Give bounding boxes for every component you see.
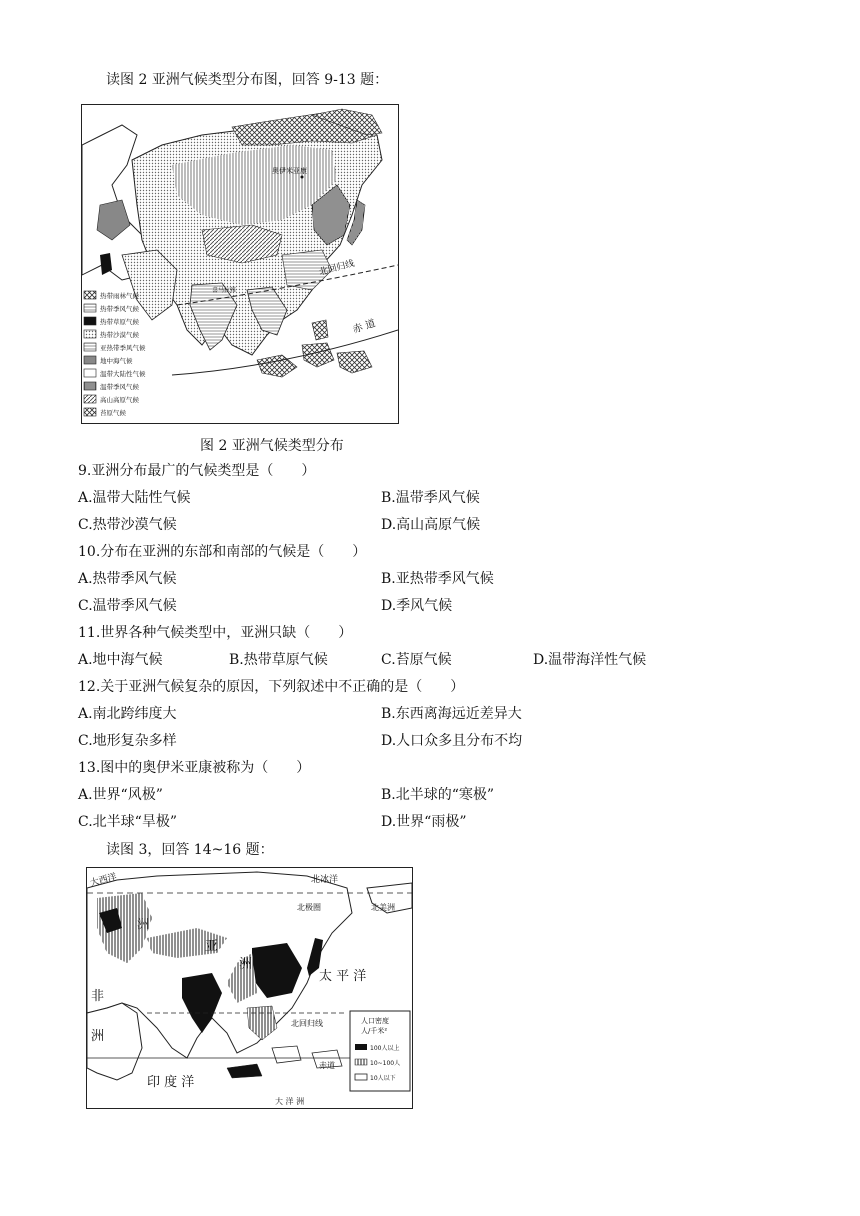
q11-option-c: C.苔原气候 [381, 652, 452, 668]
legend-item: 热带雨林气候 [100, 292, 139, 300]
legend-title: 人口密度 [361, 1017, 389, 1025]
asia-climate-map-svg [82, 105, 398, 423]
legend-item: 苔原气候 [100, 409, 126, 417]
asia-population-map [86, 867, 413, 1109]
q13-option-d: D.世界“雨极” [381, 814, 467, 830]
intro-fig3: 读图 3，回答 14~16 题： [106, 842, 274, 858]
label-north-america: 北美洲 [371, 903, 395, 912]
legend-item: 热带草原气候 [100, 318, 139, 326]
label-africa-1: 非 [91, 989, 105, 1004]
label-arctic-circle: 北极圈 [297, 903, 321, 912]
label-pacific: 太 平 洋 [319, 969, 367, 984]
legend-item: 地中海气候 [100, 357, 133, 365]
q10-option-d: D.季风气候 [381, 598, 453, 614]
label-tropic: 北回归线 [318, 258, 356, 278]
q10-option-b: B.亚热带季风气候 [381, 571, 494, 587]
legend-item: 10~100人 [370, 1060, 401, 1067]
legend-item: 热带沙漠气候 [100, 331, 139, 339]
label-equator: 赤道 [319, 1061, 335, 1070]
q11-option-a: A.地中海气候 [78, 652, 163, 668]
intro-fig2: 读图 2 亚洲气候类型分布图，回答 9-13 题： [106, 72, 389, 88]
label-arctic-ocean: 北冰洋 [311, 875, 339, 885]
fig2-caption: 图 2 亚洲气候类型分布 [200, 438, 344, 454]
label-tropic: 北回归线 [291, 1019, 323, 1028]
q12-stem: 12.关于亚洲气候复杂的原因，下列叙述中不正确的是（ ） [78, 679, 465, 695]
label-equator: 赤 道 [351, 318, 377, 336]
label-africa-2: 洲 [91, 1029, 105, 1044]
q12-option-d: D.人口众多且分布不均 [381, 733, 523, 749]
legend-item: 热带季风气候 [100, 305, 139, 313]
density-legend [350, 1011, 410, 1091]
legend-item: 亚热带季风气候 [100, 344, 146, 352]
q13-option-b: B.北半球的“寒极” [381, 787, 495, 803]
legend-item: 温带大陆性气候 [100, 370, 146, 378]
legend-unit: 人/千米² [361, 1027, 388, 1035]
q13-option-c: C.北半球“旱极” [78, 814, 177, 830]
q12-option-b: B.东西离海远近差异大 [381, 706, 522, 722]
legend-item: 100人以上 [370, 1045, 400, 1052]
q9-option-a: A.温带大陆性气候 [78, 490, 191, 506]
legend-item: 10人以下 [370, 1075, 396, 1082]
q12-option-a: A.南北跨纬度大 [78, 706, 177, 722]
q9-option-c: C.热带沙漠气候 [78, 517, 177, 533]
q10-stem: 10.分布在亚洲的东部和南部的气候是（ ） [78, 544, 367, 560]
legend-item: 高山高原气候 [100, 396, 139, 404]
label-atlantic: 大西洋 [89, 872, 118, 889]
q9-option-b: B.温带季风气候 [381, 490, 480, 506]
q9-stem: 9.亚洲分布最广的气候类型是（ ） [78, 463, 316, 479]
q11-option-b: B.热带草原气候 [229, 652, 328, 668]
asia-population-map-svg [87, 868, 412, 1108]
legend-item: 温带季风气候 [100, 383, 139, 391]
climate-legend [84, 291, 146, 417]
label-oymyakon: 奥伊米亚康 [272, 167, 307, 175]
label-europe: 洲 [137, 917, 150, 931]
q11-stem: 11.世界各种气候类型中，亚洲只缺（ ） [78, 625, 353, 641]
q12-option-c: C.地形复杂多样 [78, 733, 177, 749]
q11-option-d: D.温带海洋性气候 [533, 652, 647, 668]
q9-option-d: D.高山高原气候 [381, 517, 481, 533]
label-asia-2: 洲 [239, 957, 253, 972]
q10-option-a: A.热带季风气候 [78, 571, 177, 587]
label-asia-1: 亚 [205, 939, 219, 954]
q13-option-a: A.世界“风极” [78, 787, 163, 803]
q13-stem: 13.图中的奥伊米亚康被称为（ ） [78, 760, 311, 776]
asia-climate-map [81, 104, 399, 424]
label-oceania: 大 洋 洲 [275, 1097, 305, 1106]
q10-option-c: C.温带季风气候 [78, 598, 177, 614]
label-indian-ocean: 印 度 洋 [147, 1075, 195, 1090]
label-himalaya: 喜马拉雅 [212, 287, 237, 294]
